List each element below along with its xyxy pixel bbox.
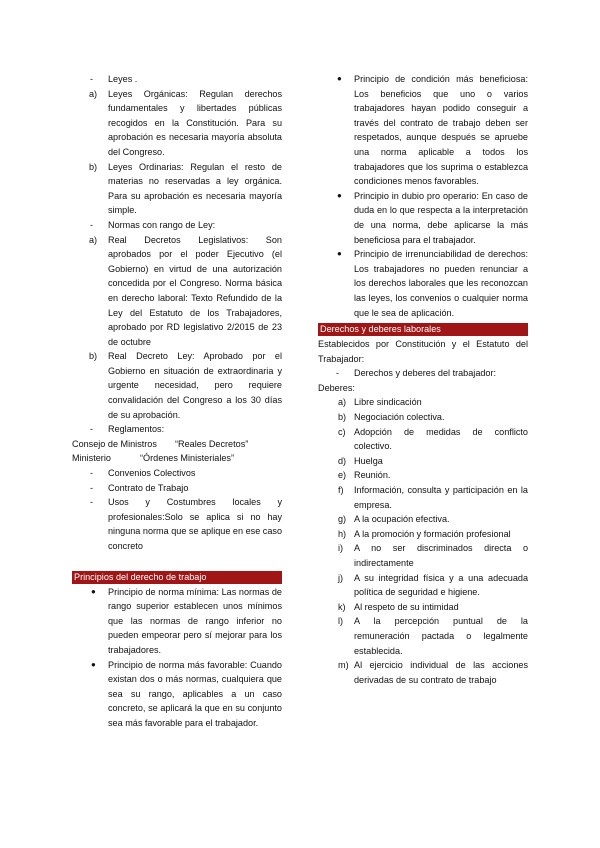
section-header-principios: Principios del derecho de trabajo bbox=[72, 571, 282, 584]
list-item-convenios bbox=[72, 466, 282, 481]
list-marker: c) bbox=[338, 426, 346, 437]
list-item-norma-minima bbox=[72, 585, 282, 658]
list-item bbox=[318, 600, 528, 615]
list-marker: a) bbox=[89, 234, 98, 245]
list-marker: d) bbox=[338, 455, 347, 466]
list-text: Real Decretos Legislativos: Son aprobados por el poder Ejecutivo (el Gobierno) en virtud de una autorización concedida por el Congreso. Norma básica en derecho laboral: Texto Refundido de la Ley del Estatuto de los Trabajadores, aprobado por RD legislativo 2/2015 de 23 de octubre bbox=[108, 234, 282, 347]
list-text: Huelga bbox=[354, 455, 383, 466]
consejo-label: Consejo de Ministros bbox=[72, 438, 157, 449]
list-marker: b) bbox=[338, 412, 347, 423]
list-marker: j) bbox=[338, 572, 344, 583]
list-text: Real Decreto Ley: Aprobado por el Gobierno en situación de extraordinaria y urgente necesidad, pero requiere convalidación del Congreso a los 30 días de su aprobación. bbox=[108, 351, 282, 420]
list-marker: g) bbox=[338, 514, 347, 525]
list-text: Principio de norma mínima: Las normas de rango superior establecen unos mínimos que las normas de rango inferior no pueden empeorar pero sí mejorar para los trabajadores. bbox=[108, 586, 282, 655]
list-text: Negociación colectiva. bbox=[354, 412, 445, 423]
list-text: A su integridad física y a una adecuada política de seguridad e higiene. bbox=[354, 572, 528, 598]
list-text: Al ejercicio individual de las acciones derivadas de su contrato de trabajo bbox=[354, 660, 528, 685]
list-text: Normas con rango de Ley: bbox=[108, 219, 216, 230]
list-item bbox=[318, 410, 528, 425]
list-text: Principio de irrenunciabilidad de derechos: Los trabajadores no pueden renunciar a los derechos laborales que les reconozcan las leyes, los convenios o cualquier norma que le sea de aplicación. bbox=[354, 249, 528, 318]
list-marker: b) bbox=[89, 351, 98, 362]
list-marker: - bbox=[90, 468, 94, 479]
list-text: Derechos y deberes del trabajador: bbox=[354, 368, 497, 379]
list-item bbox=[318, 454, 528, 469]
list-item-norma-favorable bbox=[72, 658, 282, 731]
list-text: Información, consulta y participación en la empresa. bbox=[354, 485, 528, 510]
list-text: A la promoción y formación profesional bbox=[354, 528, 511, 539]
list-text: Adopción de medidas de conflicto colectivo. bbox=[354, 426, 528, 452]
list-text: Leyes . bbox=[108, 74, 138, 84]
list-marker: l) bbox=[338, 616, 344, 627]
ministerio-label: Ministerio bbox=[72, 453, 111, 464]
list-marker: a) bbox=[338, 397, 347, 408]
list-item-derechos-deberes bbox=[318, 366, 528, 381]
bullet-icon: ● bbox=[337, 74, 342, 83]
consejo-value: “Reales Decretos” bbox=[175, 438, 249, 449]
list-text: A la ocupación efectiva. bbox=[354, 514, 450, 525]
section-header-derechos: Derechos y deberes laborales bbox=[318, 323, 528, 336]
list-item-leyes bbox=[72, 72, 282, 87]
list-item-usos bbox=[72, 495, 282, 553]
list-marker: b) bbox=[89, 161, 98, 172]
list-item-leyes-organicas bbox=[72, 87, 282, 160]
list-item-rango-ley bbox=[72, 218, 282, 233]
ministerio-value: “Órdenes Ministeriales” bbox=[140, 453, 234, 464]
ministerio-row bbox=[72, 451, 282, 466]
list-marker: - bbox=[90, 497, 94, 508]
list-item bbox=[318, 425, 528, 454]
list-item bbox=[318, 571, 528, 600]
list-item bbox=[318, 512, 528, 527]
list-marker: h) bbox=[338, 528, 347, 539]
consejo-row bbox=[72, 437, 282, 452]
left-column bbox=[72, 72, 282, 731]
right-column bbox=[318, 72, 528, 687]
list-item bbox=[318, 483, 528, 512]
list-marker: f) bbox=[338, 485, 344, 496]
list-marker: a) bbox=[89, 88, 98, 99]
list-marker: - bbox=[90, 482, 94, 493]
list-text: Al respeto de su intimidad bbox=[354, 601, 459, 612]
list-item bbox=[318, 527, 528, 542]
list-marker: i) bbox=[338, 543, 344, 554]
list-marker: - bbox=[336, 368, 340, 379]
list-item-irrenunciabilidad bbox=[318, 247, 528, 320]
list-text: Libre sindicación bbox=[354, 397, 422, 408]
list-text: A no ser discriminados directa o indirectamente bbox=[354, 543, 528, 568]
list-text: Principio in dubio pro operario: En caso de duda en lo que respecta a la interpretación de una norma, debe aplicarse la más beneficiosa para el trabajador. bbox=[354, 190, 528, 245]
list-item-decretos-legislativos bbox=[72, 233, 282, 350]
list-item-leyes-ordinarias bbox=[72, 160, 282, 218]
list-item-decreto-ley bbox=[72, 349, 282, 422]
list-marker: m) bbox=[338, 660, 349, 671]
list-item-contrato bbox=[72, 481, 282, 496]
list-marker: - bbox=[90, 74, 94, 84]
bullet-icon: ● bbox=[91, 659, 96, 669]
list-item bbox=[318, 468, 528, 483]
list-text: Principio de condición más beneficiosa: Los beneficios que uno o varios trabajadores hayan podido conseguir a través del contrato de trabajo deben ser respetados, aunque después se apruebe una norma aplicable a todos los trabajadores que los suprima o establezca condiciones menos favorables. bbox=[354, 74, 528, 187]
list-item bbox=[318, 614, 528, 658]
list-text: Contrato de Trabajo bbox=[108, 482, 189, 493]
rights-list bbox=[318, 395, 528, 687]
list-text: Principio de norma más favorable: Cuando existan dos o más normas, cualquiera que sea su rango, aplicables a un caso concreto, se aplicará la que en su conjunto sea más favorable para el trabajador. bbox=[108, 659, 282, 728]
list-text: Reunión. bbox=[354, 470, 391, 481]
deberes-label: Deberes: bbox=[318, 382, 355, 393]
list-text: Convenios Colectivos bbox=[108, 468, 196, 479]
list-marker: - bbox=[90, 219, 94, 230]
list-marker: e) bbox=[338, 470, 347, 481]
bullet-icon: ● bbox=[91, 586, 96, 596]
list-text: A la percepción puntual de la remuneración pactada o legalmente establecida. bbox=[354, 616, 528, 656]
list-item bbox=[318, 541, 528, 570]
bullet-icon: ● bbox=[337, 249, 342, 259]
list-marker: - bbox=[90, 424, 94, 435]
bullet-icon: ● bbox=[337, 190, 342, 200]
list-marker: k) bbox=[338, 601, 346, 612]
list-item bbox=[318, 395, 528, 410]
list-item bbox=[318, 658, 528, 687]
establecidos-text: Establecidos por Constitución y el Estatuto del Trabajador: bbox=[318, 339, 528, 364]
list-text: Usos y Costumbres locales y profesionales:Solo se aplica si no hay ninguna norma que se aplique en ese caso concreto bbox=[108, 497, 282, 551]
list-item-in-dubio bbox=[318, 189, 528, 247]
list-item-condicion bbox=[318, 72, 528, 189]
list-text: Leyes Ordinarias: Regulan el resto de materias no reservadas a ley orgánica. Para su aprobación es necesaria mayoría simple. bbox=[108, 161, 282, 216]
list-item-reglamentos bbox=[72, 422, 282, 437]
list-text: Reglamentos: bbox=[108, 424, 165, 435]
list-text: Leyes Orgánicas: Regulan derechos fundamentales y libertades públicas recogidos en la Constitución. Para su aprobación es necesaria mayoría absoluta del Congreso. bbox=[108, 88, 282, 157]
